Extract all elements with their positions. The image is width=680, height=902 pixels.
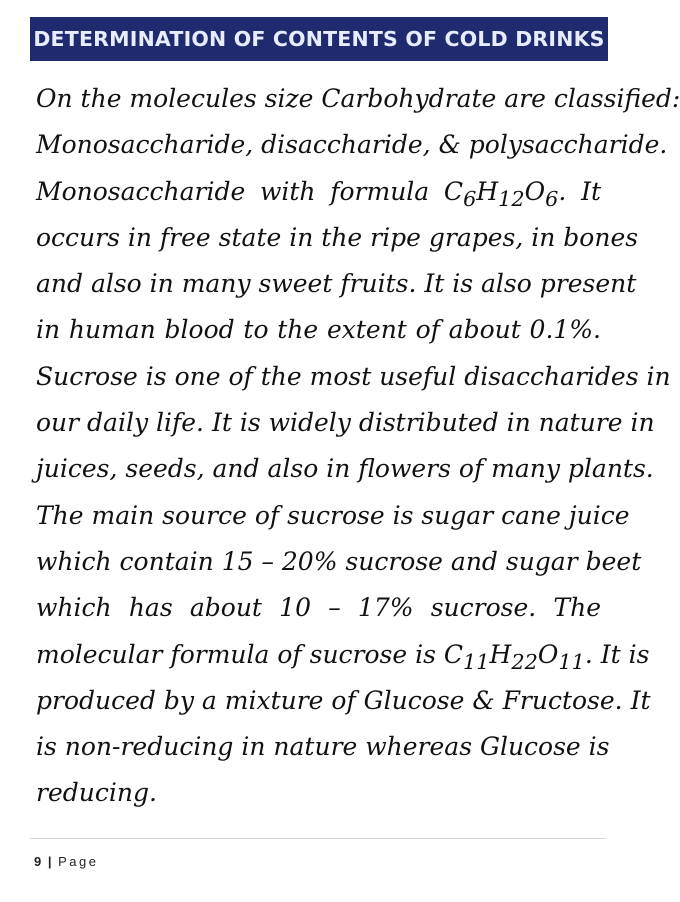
text-line-8: our daily life. It is widely distributed in nature in xyxy=(36,408,655,438)
footer-separator: | xyxy=(47,854,52,869)
footer-divider xyxy=(30,838,606,839)
formula-suffix: . It is xyxy=(584,639,650,669)
text-line-10: The main source of sucrose is sugar cane juice xyxy=(36,500,630,530)
text-line-16: reducing. xyxy=(36,778,157,808)
formula-suffix: . It xyxy=(558,176,601,206)
formula-sucrose: $C_{11}H_{22}O_{11}$ xyxy=(443,639,585,674)
text-line-11: which contain 15 – 20% sucrose and sugar beet xyxy=(36,546,642,576)
text-line-9: juices, seeds, and also in flowers of many plants. xyxy=(36,454,654,484)
formula-glucose: $C_6H_{12}O_6$ xyxy=(443,176,559,211)
page-title: DETERMINATION OF CONTENTS OF COLD DRINKS xyxy=(33,27,605,51)
body-text xyxy=(36,76,680,817)
text-line-1: On the molecules size Carbohydrate are classified: xyxy=(36,84,680,113)
text-line-12: which has about 10 – 17% sucrose. The xyxy=(36,593,601,623)
text-line-7: Sucrose is one of the most useful disaccharides in xyxy=(36,361,671,391)
page-number: 9 xyxy=(34,854,42,869)
text-line-5: and also in many sweet fruits. It is also present xyxy=(36,269,637,299)
page-title-banner xyxy=(30,17,608,61)
text-line-3-formula-glucose xyxy=(36,169,601,215)
formula-prefix: molecular formula of sucrose is xyxy=(36,639,444,669)
text-line-14: produced by a mixture of Glucose & Fructose. It xyxy=(36,685,651,715)
formula-prefix: Monosaccharide with formula xyxy=(36,176,444,206)
page-label: Page xyxy=(58,854,99,869)
text-line-2: Monosaccharide, disaccharide, & polysaccharide. xyxy=(36,130,668,160)
text-line-6: in human blood to the extent of about 0.1%. xyxy=(36,315,601,345)
text-line-13-formula-sucrose xyxy=(36,632,650,678)
page-footer xyxy=(34,854,99,869)
text-line-15: is non-reducing in nature whereas Glucose is xyxy=(36,732,610,762)
text-line-4: occurs in free state in the ripe grapes, in bones xyxy=(36,222,639,252)
